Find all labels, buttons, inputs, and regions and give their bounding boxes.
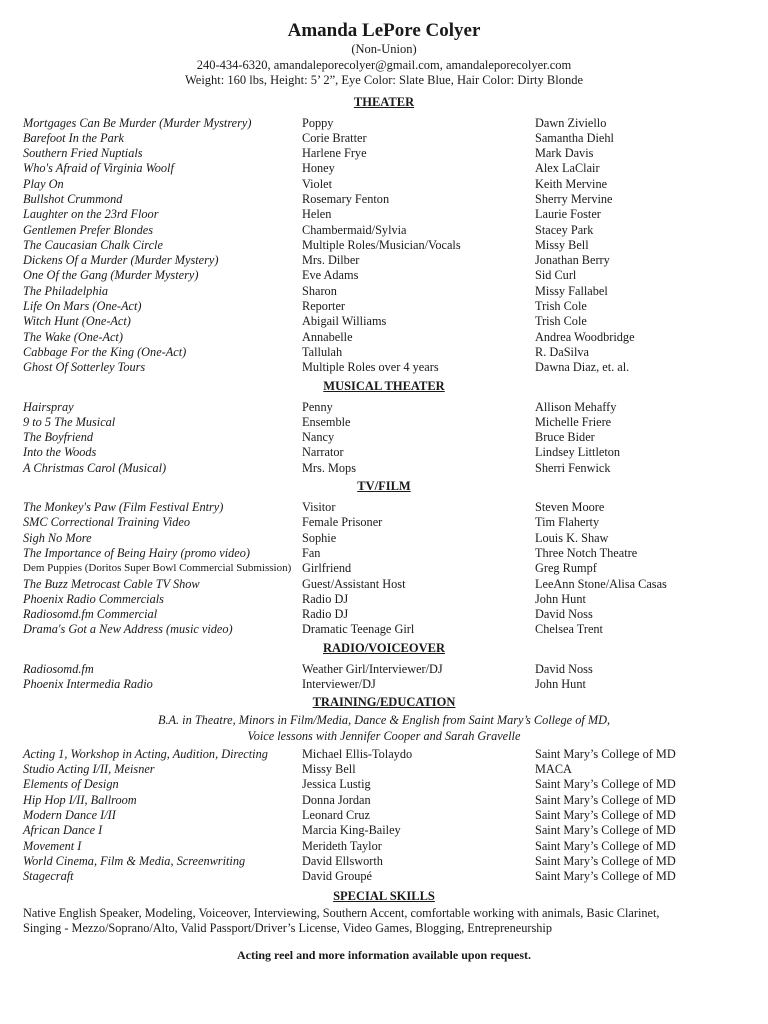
credit-director: Alex LaClair <box>535 161 600 176</box>
table-row <box>0 345 768 360</box>
credit-role: Abigail Williams <box>302 314 387 329</box>
credit-director: Allison Mehaffy <box>535 399 617 414</box>
credit-director: LeeAnn Stone/Alisa Casas <box>535 576 667 591</box>
table-row <box>0 839 768 854</box>
credit-title: The Philadelphia <box>23 283 109 298</box>
table-row <box>0 592 768 607</box>
table-row <box>0 561 768 576</box>
skills-line-2: Singing - Mezzo/Soprano/Alto, Valid Passport/Driver’s License, Video Games, Blogging, Entrepreneurship <box>23 920 552 935</box>
table-row <box>0 284 768 299</box>
table-row <box>0 253 768 268</box>
contact-info: 240-434-6320, amandaleporecolyer@gmail.com, amandaleporecolyer.com <box>196 57 572 72</box>
credit-title: Barefoot In the Park <box>23 130 124 145</box>
credit-role: Fan <box>302 545 321 560</box>
table-row <box>0 515 768 530</box>
credit-director: Tim Flaherty <box>535 515 600 530</box>
credit-director: Trish Cole <box>535 314 587 329</box>
credit-title: Hip Hop I/II, Ballroom <box>23 792 137 807</box>
credit-title: The Importance of Being Hairy (promo video) <box>23 545 250 560</box>
table-row <box>0 607 768 622</box>
credit-director: Saint Mary’s College of MD <box>535 777 676 792</box>
credit-role: Helen <box>302 207 332 222</box>
credit-role: Radio DJ <box>302 591 349 606</box>
section-title-radio-voiceover: RADIO/VOICEOVER <box>323 640 445 655</box>
table-row <box>0 823 768 838</box>
credit-director: Saint Mary’s College of MD <box>535 838 676 853</box>
credit-role: Annabelle <box>302 329 353 344</box>
table-row <box>0 299 768 314</box>
credit-title: Cabbage For the King (One-Act) <box>23 344 187 359</box>
credit-role: Honey <box>302 161 335 176</box>
physical-stats: Weight: 160 lbs, Height: 5’ 2”, Eye Color: Slate Blue, Hair Color: Dirty Blonde <box>184 73 583 87</box>
credit-title: A Christmas Carol (Musical) <box>23 460 167 475</box>
credit-title: The Boyfriend <box>23 430 94 445</box>
section-title-theater: THEATER <box>353 94 415 109</box>
credit-title: Movement I <box>23 838 82 853</box>
table-row <box>0 531 768 546</box>
credit-role: Sharon <box>302 283 337 298</box>
credit-title: Dem Puppies (Doritos Super Bowl Commercial Submission) <box>23 562 292 575</box>
credit-title: 9 to 5 The Musical <box>23 414 116 429</box>
credit-title: The Wake (One-Act) <box>23 329 123 344</box>
table-row <box>0 500 768 515</box>
table-row <box>0 808 768 823</box>
credit-director: Laurie Foster <box>535 207 601 222</box>
table-row <box>0 747 768 762</box>
section-title-musical-theater: MUSICAL THEATER <box>323 378 445 393</box>
credit-director: Saint Mary’s College of MD <box>535 792 676 807</box>
credit-role: Donna Jordan <box>302 792 371 807</box>
credit-role: Chambermaid/Sylvia <box>302 222 407 237</box>
theater-credits <box>0 116 768 376</box>
credit-role: Tallulah <box>302 344 343 359</box>
table-row <box>0 207 768 222</box>
credit-role: Corie Bratter <box>302 130 367 145</box>
voice-lessons: Voice lessons with Jennifer Cooper and Sarah Gravelle <box>247 728 521 743</box>
credit-director: Steven Moore <box>535 500 605 515</box>
credit-role: David Groupé <box>302 869 373 884</box>
credit-title: Drama's Got a New Address (music video) <box>23 622 233 637</box>
table-row <box>0 662 768 677</box>
credit-director: David Noss <box>535 661 593 676</box>
credit-role: Visitor <box>302 500 336 515</box>
credit-director: Sid Curl <box>535 268 577 283</box>
credit-role: Dramatic Teenage Girl <box>302 622 415 637</box>
table-row <box>0 268 768 283</box>
credit-role: Sophie <box>302 530 337 545</box>
credit-title: Who's Afraid of Virginia Woolf <box>23 161 174 176</box>
credit-role: Michael Ellis-Tolaydo <box>302 746 413 761</box>
credit-role: Jessica Lustig <box>302 777 371 792</box>
credit-director: Missy Bell <box>535 237 589 252</box>
table-row <box>0 762 768 777</box>
credit-role: David Ellsworth <box>302 853 383 868</box>
credit-role: Nancy <box>302 430 335 445</box>
table-row <box>0 146 768 161</box>
credit-title: Witch Hunt (One-Act) <box>23 314 131 329</box>
section-title-tv-film: TV/FILM <box>357 479 411 494</box>
table-row <box>0 677 768 692</box>
credit-director: Saint Mary’s College of MD <box>535 808 676 823</box>
credit-role: Poppy <box>302 115 334 130</box>
credit-role: Mrs. Mops <box>302 460 356 475</box>
credit-role: Mrs. Dilber <box>302 253 360 268</box>
table-row <box>0 445 768 460</box>
credit-role: Female Prisoner <box>302 515 383 530</box>
credit-director: MACA <box>535 762 572 777</box>
credit-title: Radiosomd.fm <box>23 661 94 676</box>
credit-title: Gentlemen Prefer Blondes <box>23 222 153 237</box>
table-row <box>0 430 768 445</box>
credit-title: Play On <box>23 176 64 191</box>
actor-name: Amanda LePore Colyer <box>287 20 481 41</box>
credit-title: The Buzz Metrocast Cable TV Show <box>23 576 200 591</box>
credit-director: Michelle Friere <box>535 414 612 429</box>
credit-title: Into the Woods <box>23 445 97 460</box>
section-title-special-skills: SPECIAL SKILLS <box>333 888 435 903</box>
credit-title: Mortgages Can Be Murder (Murder Mystrery) <box>23 115 252 130</box>
credit-title: Phoenix Intermedia Radio <box>23 677 153 691</box>
credit-title: Bullshot Crummond <box>23 191 123 206</box>
credit-role: Guest/Assistant Host <box>302 576 406 591</box>
credit-role: Leonard Cruz <box>302 808 370 823</box>
credit-director: Sherry Mervine <box>535 191 613 206</box>
credit-director: Jonathan Berry <box>535 253 610 268</box>
credit-director: Bruce Bider <box>535 430 595 445</box>
table-row <box>0 546 768 561</box>
credit-director: John Hunt <box>535 591 586 606</box>
table-row <box>0 854 768 869</box>
resume-header <box>0 0 768 89</box>
credit-title: Phoenix Radio Commercials <box>23 591 164 606</box>
table-row <box>0 192 768 207</box>
credit-director: Dawna Diaz, et. al. <box>535 360 630 375</box>
credit-director: Andrea Woodbridge <box>535 329 635 344</box>
credit-title: The Monkey's Paw (Film Festival Entry) <box>23 500 224 515</box>
credit-title: Dickens Of a Murder (Murder Mystery) <box>23 253 219 268</box>
table-row <box>0 461 768 476</box>
credit-title: Acting 1, Workshop in Acting, Audition, Directing <box>23 746 268 761</box>
table-row <box>0 869 768 884</box>
table-row <box>0 116 768 131</box>
radio-voiceover-credits <box>0 662 768 693</box>
credit-director: R. DaSilva <box>535 344 589 359</box>
credit-role: Penny <box>302 399 333 414</box>
table-row <box>0 622 768 637</box>
credit-title: Radiosomd.fm Commercial <box>23 607 158 622</box>
credit-role: Marcia King-Bailey <box>302 823 401 838</box>
credit-title: Laughter on the 23rd Floor <box>23 207 159 222</box>
credit-title: Modern Dance I/II <box>23 808 116 823</box>
credit-role: Harlene Frye <box>302 146 367 161</box>
credit-role: Interviewer/DJ <box>302 677 376 691</box>
credit-director: Saint Mary’s College of MD <box>535 746 676 761</box>
credit-role: Reporter <box>302 299 346 314</box>
credit-role: Rosemary Fenton <box>302 191 390 206</box>
credit-director: Missy Fallabel <box>535 283 608 298</box>
table-row <box>0 793 768 808</box>
credit-role: Merideth Taylor <box>302 838 382 853</box>
credit-role: Girlfriend <box>302 561 352 576</box>
credit-director: David Noss <box>535 607 593 622</box>
credit-title: African Dance I <box>23 823 103 838</box>
credit-director: Saint Mary’s College of MD <box>535 853 676 868</box>
credit-role: Eve Adams <box>302 268 359 283</box>
credit-title: SMC Correctional Training Video <box>23 515 191 530</box>
credit-role: Multiple Roles over 4 years <box>302 360 439 375</box>
credit-director: Saint Mary’s College of MD <box>535 869 676 884</box>
credit-role: Missy Bell <box>302 762 356 777</box>
credit-title: Ghost Of Sotterley Tours <box>23 360 146 375</box>
tv-film-credits <box>0 500 768 638</box>
table-row <box>0 360 768 375</box>
table-row <box>0 777 768 792</box>
credit-title: Stagecraft <box>23 869 74 884</box>
skills-line-1: Native English Speaker, Modeling, Voiceover, Interviewing, Southern Accent, comfortable working with animals, Basic Clarinet, <box>23 905 660 920</box>
credit-director: Three Notch Theatre <box>535 545 638 560</box>
credit-title: World Cinema, Film & Media, Screenwriting <box>23 853 246 868</box>
credit-title: One Of the Gang (Murder Mystery) <box>23 268 199 283</box>
credit-title: Southern Fried Nuptials <box>23 146 143 161</box>
table-row <box>0 415 768 430</box>
credit-title: The Caucasian Chalk Circle <box>23 237 163 252</box>
musical-theater-credits <box>0 400 768 476</box>
education-degree: B.A. in Theatre, Minors in Film/Media, Dance & English from Saint Mary’s College of MD, <box>157 713 611 728</box>
credit-director: Samantha Diehl <box>535 130 614 145</box>
table-row <box>0 223 768 238</box>
credit-role: Radio DJ <box>302 607 349 622</box>
section-title-training-education: TRAINING/EDUCATION <box>312 695 456 710</box>
table-row <box>0 161 768 176</box>
footer-note: Acting reel and more information available upon request. <box>237 948 531 963</box>
credit-title: Hairspray <box>23 399 74 414</box>
credit-director: Greg Rumpf <box>535 561 597 576</box>
credit-role: Weather Girl/Interviewer/DJ <box>302 661 443 676</box>
special-skills <box>0 906 768 937</box>
table-row <box>0 314 768 329</box>
credit-title: Life On Mars (One-Act) <box>23 299 142 314</box>
credit-director: Dawn Ziviello <box>535 115 607 130</box>
credit-director: Sherri Fenwick <box>535 460 611 475</box>
table-row <box>0 330 768 345</box>
credit-role: Ensemble <box>302 414 351 429</box>
credit-role: Violet <box>302 176 332 191</box>
table-row <box>0 400 768 415</box>
credit-role: Narrator <box>302 445 344 460</box>
credit-director: Louis K. Shaw <box>535 530 609 545</box>
education-summary <box>0 713 768 744</box>
credit-director: Chelsea Trent <box>535 622 603 637</box>
credit-director: Stacey Park <box>535 222 594 237</box>
credit-director: John Hunt <box>535 677 586 691</box>
table-row <box>0 131 768 146</box>
credit-title: Studio Acting I/II, Meisner <box>23 762 155 777</box>
union-status: (Non-Union) <box>351 42 417 56</box>
credit-director: Keith Mervine <box>535 176 608 191</box>
credit-role: Multiple Roles/Musician/Vocals <box>302 237 461 252</box>
table-row <box>0 577 768 592</box>
credit-title: Sigh No More <box>23 530 92 545</box>
credit-director: Lindsey Littleton <box>535 445 621 460</box>
training-list <box>0 747 768 885</box>
credit-director: Saint Mary’s College of MD <box>535 823 676 838</box>
credit-director: Trish Cole <box>535 299 587 314</box>
credit-director: Mark Davis <box>535 146 594 161</box>
table-row <box>0 177 768 192</box>
credit-title: Elements of Design <box>23 777 119 792</box>
table-row <box>0 238 768 253</box>
